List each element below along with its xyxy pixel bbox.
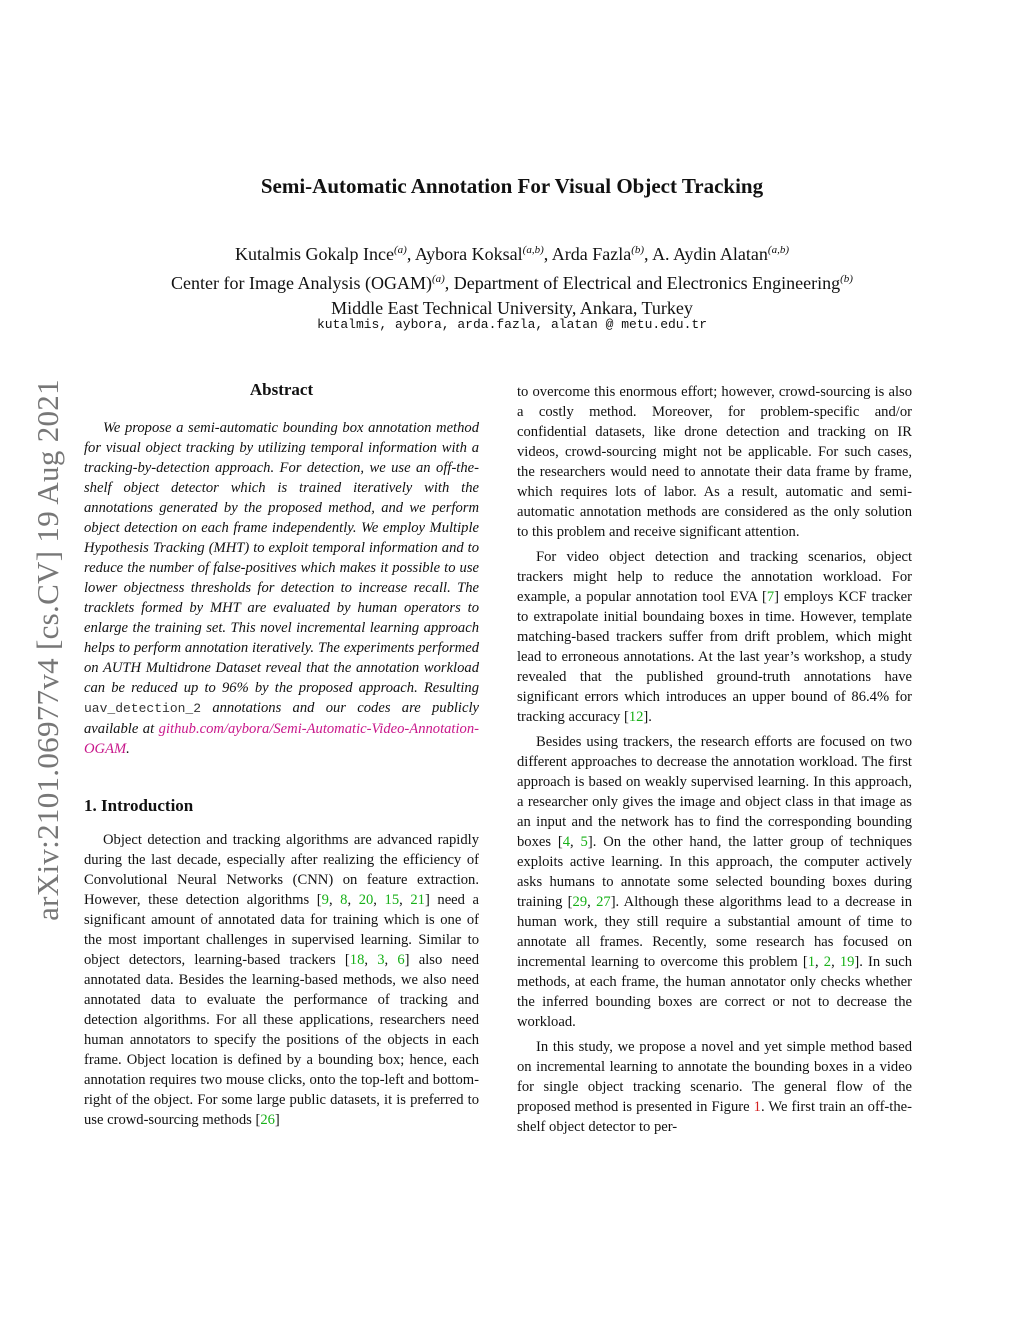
citation-link[interactable]: 7 <box>766 589 775 605</box>
citation-link[interactable]: 4 <box>562 834 571 850</box>
figure-link[interactable]: 1 <box>753 1099 761 1115</box>
university-line: Middle East Technical University, Ankara, Turkey <box>331 298 693 318</box>
citation-link[interactable]: 8 <box>340 892 348 908</box>
body-paragraph: Besides using trackers, the research efforts are focused on two different approaches to decrease the annotation workload. The first approach is based on weakly supervised learning. In this approach, a researcher only gives the image and object class in that image as an input and the network has to find the corresponding bounding boxes [4, 5]. On the other hand, the latter group of techniques exploits active learning. In this approach, the computer actively asks humans to annotate some selected bounding boxes during training [29, 27]. Although these algorithms lead to a decrease in human work, they still require a substantial amount of time to annotate all frames. Recently, some research has focused on incremental learning to overcome this problem [1, 2, 19]. In such methods, at each frame, the human annotator only checks whether the inferred bounding boxes are correct or not to decrease the workload. <box>517 734 913 1030</box>
citation-link[interactable]: 21 <box>410 892 425 908</box>
citation-link[interactable]: 18 <box>349 952 365 968</box>
author-name: Kutalmis Gokalp Ince <box>235 244 394 264</box>
citation-link[interactable]: 5 <box>580 834 588 850</box>
right-column <box>517 382 912 1142</box>
citation-link[interactable]: 26 <box>260 1112 275 1128</box>
body-paragraph: In this study, we propose a novel and yet simple method based on incremental learning to annotate the bounding boxes in a video for single object tracking scenario. The general flow of the proposed method is presented in Figure 1. We first train an off-the-shelf object detector to per- <box>517 1039 912 1135</box>
citation-link[interactable]: 27 <box>596 894 611 910</box>
arxiv-sidebar <box>28 350 68 950</box>
abstract-heading: Abstract <box>249 380 314 399</box>
citation-link[interactable]: 9 <box>321 892 329 908</box>
citation-link[interactable]: 15 <box>384 892 400 908</box>
body-paragraph: to overcome this enormous effort; however, crowd-sourcing is also a costly method. Moreover, for problem-specific and/or confidential datasets, like drone detection and tracking on IR videos, crowd-sourcing might not be applicable. For such cases, the researchers would need to annotate their data frame by frame, which requires lots of labor. As a result, automatic and semi-automatic annotation methods are considered as the only solution to this problem and receive significant attention. <box>517 384 912 540</box>
citation-link[interactable]: 3 <box>377 952 385 968</box>
citation-link[interactable]: 29 <box>572 894 588 910</box>
body-paragraph: For video object detection and tracking scenarios, object trackers might help to reduce the annotation workload. For example, a popular annotation tool EVA [7] employs KCF tracker to extrapolate initial boundaing boxes in time. However, template matching-based trackers suffer from drift problem, which might lead to erroneous annotations. At the last year’s workshop, a study revealed that the published ground-truth annotations have significant errors which introduces an upper bound of 86.4% for tracking accuracy [12]. <box>517 549 913 725</box>
citation-link[interactable]: 19 <box>839 954 855 970</box>
author-emails: kutalmis, aybora, arda.fazla, alatan @ metu.edu.tr <box>316 317 708 332</box>
author-block <box>0 238 1024 321</box>
citation-link[interactable]: 6 <box>397 952 405 968</box>
repo-link[interactable]: github.com/aybora/Semi-Automatic-Video-Annotation-OGAM <box>84 721 479 757</box>
citation-link[interactable]: 12 <box>628 709 644 725</box>
left-column <box>84 380 479 1135</box>
author-name: A. Aydin Alatan <box>652 244 768 264</box>
citation-link[interactable]: 1 <box>807 954 816 970</box>
dataset-name: uav_detection_2 <box>84 701 202 716</box>
author-name: Aybora Koksal <box>414 244 523 264</box>
citation-link[interactable]: 2 <box>823 954 832 970</box>
intro-paragraph: Object detection and tracking algorithms are advanced rapidly during the last decade, especially after realizing the efficiency of Convolutional Neural Networks (CNN) on feature extraction. However, these detection algorithms [9, 8, 20, 15, 21] need a significant amount of annotated data for training which is one of the most important challenges in supervised learning. Similar to object detectors, learning-based trackers [18, 3, 6] also need annotated data. Besides the learning-based methods, we also need annotated data to evaluate the performance of tracking and detection algorithms. For all these applications, researchers need human annotators to specify the positions of the objects in each frame. Object location is defined by a bounding box; hence, each annotation requires two mouse clicks, onto the top-left and bottom-right of the object. For some large public datasets, it is preferred to use crowd-sourcing methods [26] <box>84 832 480 1128</box>
affiliation-line: Center for Image Analysis (OGAM)$^{(a)}$, Department of Electrical and Electronics Engineering$^{(b)}$ <box>171 273 853 293</box>
paper-title: Semi-Automatic Annotation For Visual Object Tracking <box>260 174 764 198</box>
abstract-text: We propose a semi-automatic bounding box annotation method for visual object tracking by utilizing temporal information with a tracking-by-detection approach. For detection, we use an off-the-shelf object detector which is trained iteratively with the annotations generated by the proposed method, and we perform object detection on each frame independently. We employ Multiple Hypothesis Tracking (MHT) to exploit temporal information and to reduce the number of false-positives which makes it possible to use lower objectness thresholds for detection to increase recall. The tracklets formed by MHT are evaluated by human operators to enlarge the training set. This novel incremental learning approach helps to perform annotation iteratively. The experiments performed on AUTH Multidrone Dataset reveal that the annotation workload can be reduced up to 96% by the proposed approach. Resulting uav_detection_2 annotations and our codes are publicly available at github.com/aybora/Semi-Automatic-Video-Annotation-OGAM. <box>84 420 479 757</box>
arxiv-identifier: arXiv:2101.06977v4 [cs.CV] 19 Aug 2021 <box>30 379 65 921</box>
author-line: Kutalmis Gokalp Ince$^{(a)}$, Aybora Koksal$^{(a,b)}$, Arda Fazla$^{(b)}$, A. Aydin Alatan$^{(a,b)}$ <box>235 244 789 264</box>
citation-link[interactable]: 20 <box>358 892 374 908</box>
author-name: Arda Fazla <box>551 244 632 264</box>
intro-heading: 1. Introduction <box>84 796 194 815</box>
